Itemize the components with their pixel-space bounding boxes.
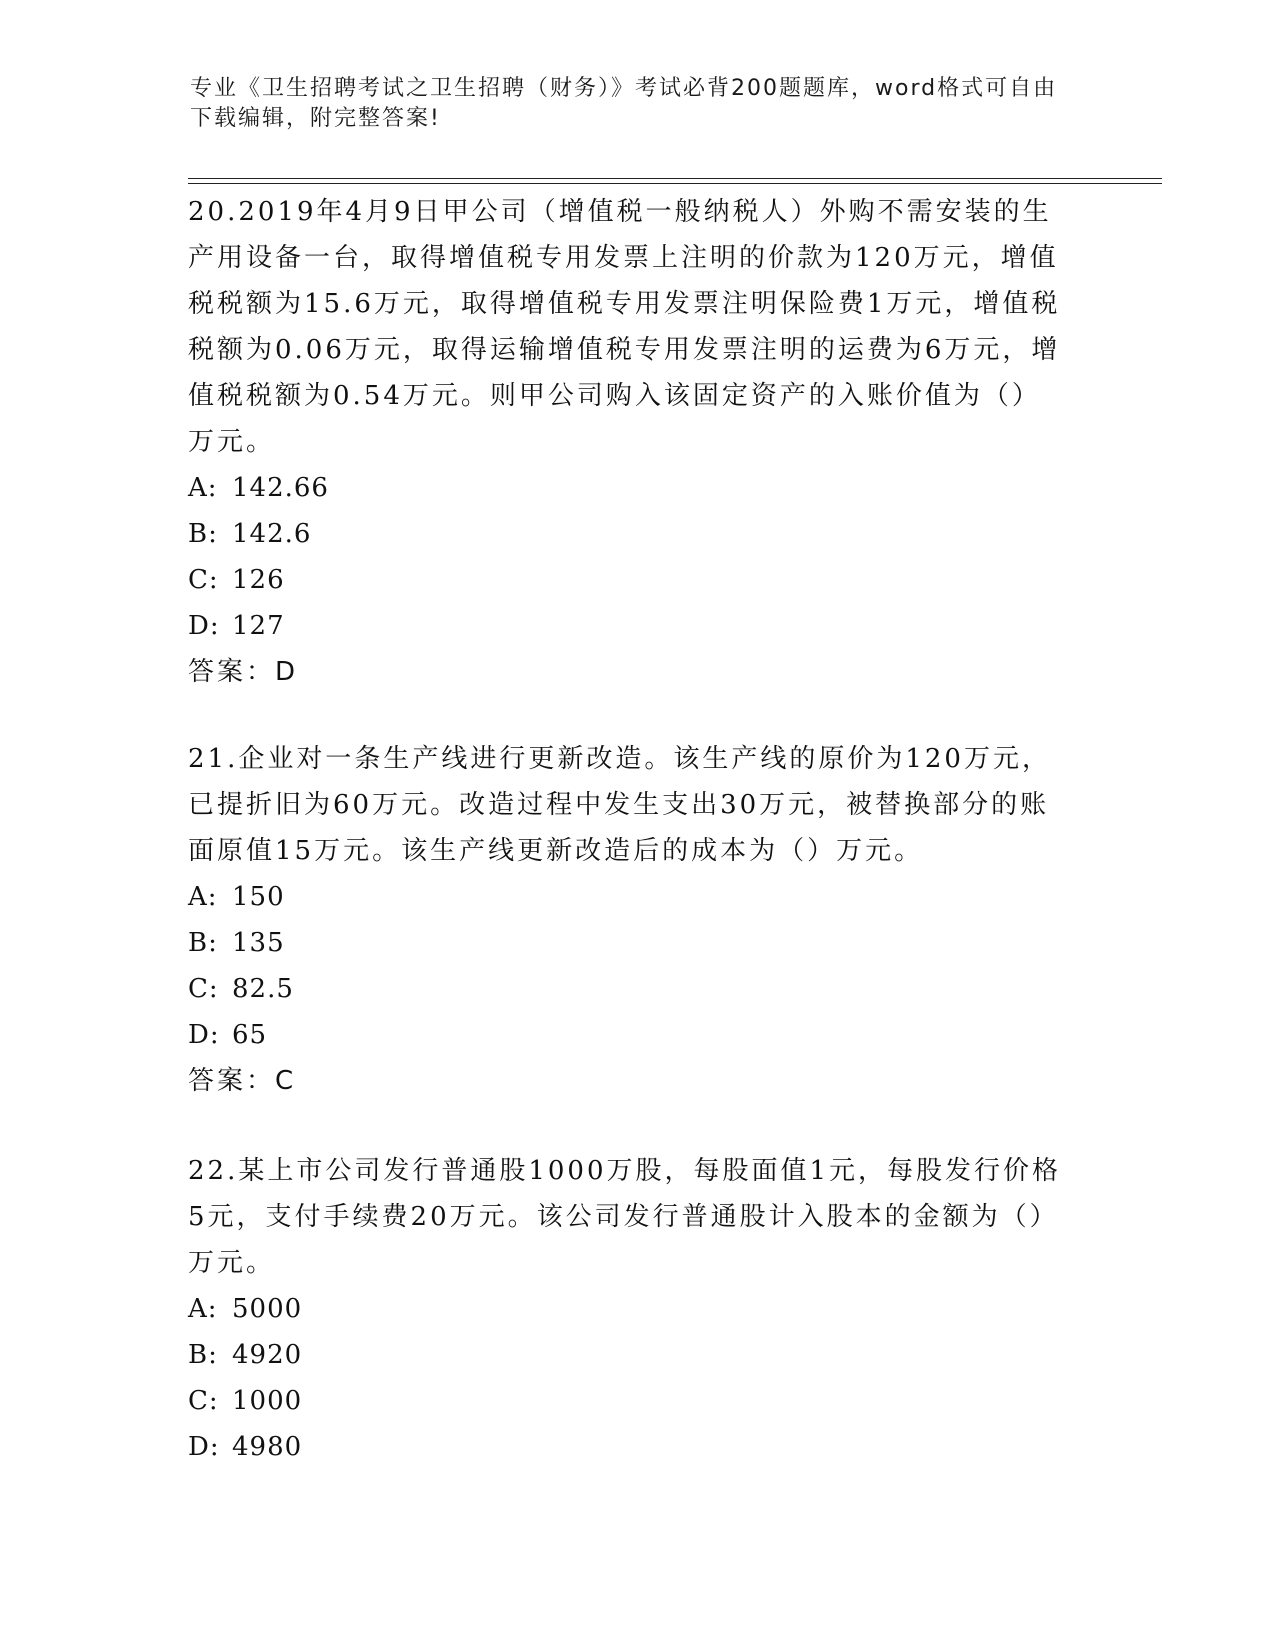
option-letter: B: [188, 519, 218, 549]
question-text: 21.企业对一条生产线进行更新改造。该生产线的原价为120万元，已提折旧为60万元。改造过程中发生支出30万元，被替换部分的账面原值15万元。该生产线更新改造后的成本为（）万元。 [188, 744, 1051, 866]
option-value: 126 [232, 565, 285, 595]
option-letter: B: [188, 928, 218, 958]
option-b [188, 920, 1068, 966]
option-value: 142.6 [232, 519, 312, 549]
option-a [188, 874, 1068, 920]
question-21 [188, 736, 1068, 1104]
option-letter: C: [188, 1386, 219, 1416]
option-value: 82.5 [232, 974, 294, 1004]
option-value: 1000 [232, 1386, 303, 1416]
header-divider-bottom [188, 183, 1162, 184]
answer-line: 答案：D [188, 657, 299, 687]
option-b [188, 511, 1068, 557]
question-text: 20.2019年4月9日甲公司（增值税一般纳税人）外购不需安装的生产用设备一台，取得增值税专用发票上注明的价款为120万元，增值税税额为15.6万元，取得增值税专用发票注明保险费1万元，增值税税额为0.06万元，取得运输增值税专用发票注明的运费为6万元，增值税税额为0.54万元。则甲公司购入该固定资产的入账价值为（）万元。 [188, 197, 1061, 457]
option-a [188, 465, 1068, 511]
option-letter: D: [188, 1432, 220, 1462]
option-d [188, 1012, 1068, 1058]
option-value: 150 [232, 882, 285, 912]
option-letter: D: [188, 611, 220, 641]
option-value: 135 [232, 928, 285, 958]
option-value: 127 [232, 611, 285, 641]
option-letter: C: [188, 565, 219, 595]
answer-line: 答案：C [188, 1066, 297, 1096]
option-letter: A: [188, 473, 218, 503]
option-value: 4920 [232, 1340, 303, 1370]
option-c [188, 966, 1068, 1012]
option-letter: C: [188, 974, 219, 1004]
option-a [188, 1286, 1068, 1332]
question-22 [188, 1148, 1068, 1470]
option-value: 4980 [232, 1432, 303, 1462]
option-c [188, 1378, 1068, 1424]
option-letter: B: [188, 1340, 218, 1370]
question-20 [188, 189, 1068, 695]
document-header: 专业《卫生招聘考试之卫生招聘（财务）》考试必背200题题库，word格式可自由下载编辑，附完整答案! [190, 76, 1058, 131]
option-letter: A: [188, 882, 218, 912]
option-letter: D: [188, 1020, 220, 1050]
option-d [188, 1424, 1068, 1470]
header-divider-top [188, 178, 1162, 179]
option-value: 5000 [232, 1294, 303, 1324]
option-letter: A: [188, 1294, 218, 1324]
question-text: 22.某上市公司发行普通股1000万股，每股面值1元，每股发行价格5元，支付手续费20万元。该公司发行普通股计入股本的金额为（）万元。 [188, 1156, 1062, 1278]
option-value: 142.66 [232, 473, 329, 503]
option-b [188, 1332, 1068, 1378]
option-value: 65 [232, 1020, 268, 1050]
option-c [188, 557, 1068, 603]
option-d [188, 603, 1068, 649]
